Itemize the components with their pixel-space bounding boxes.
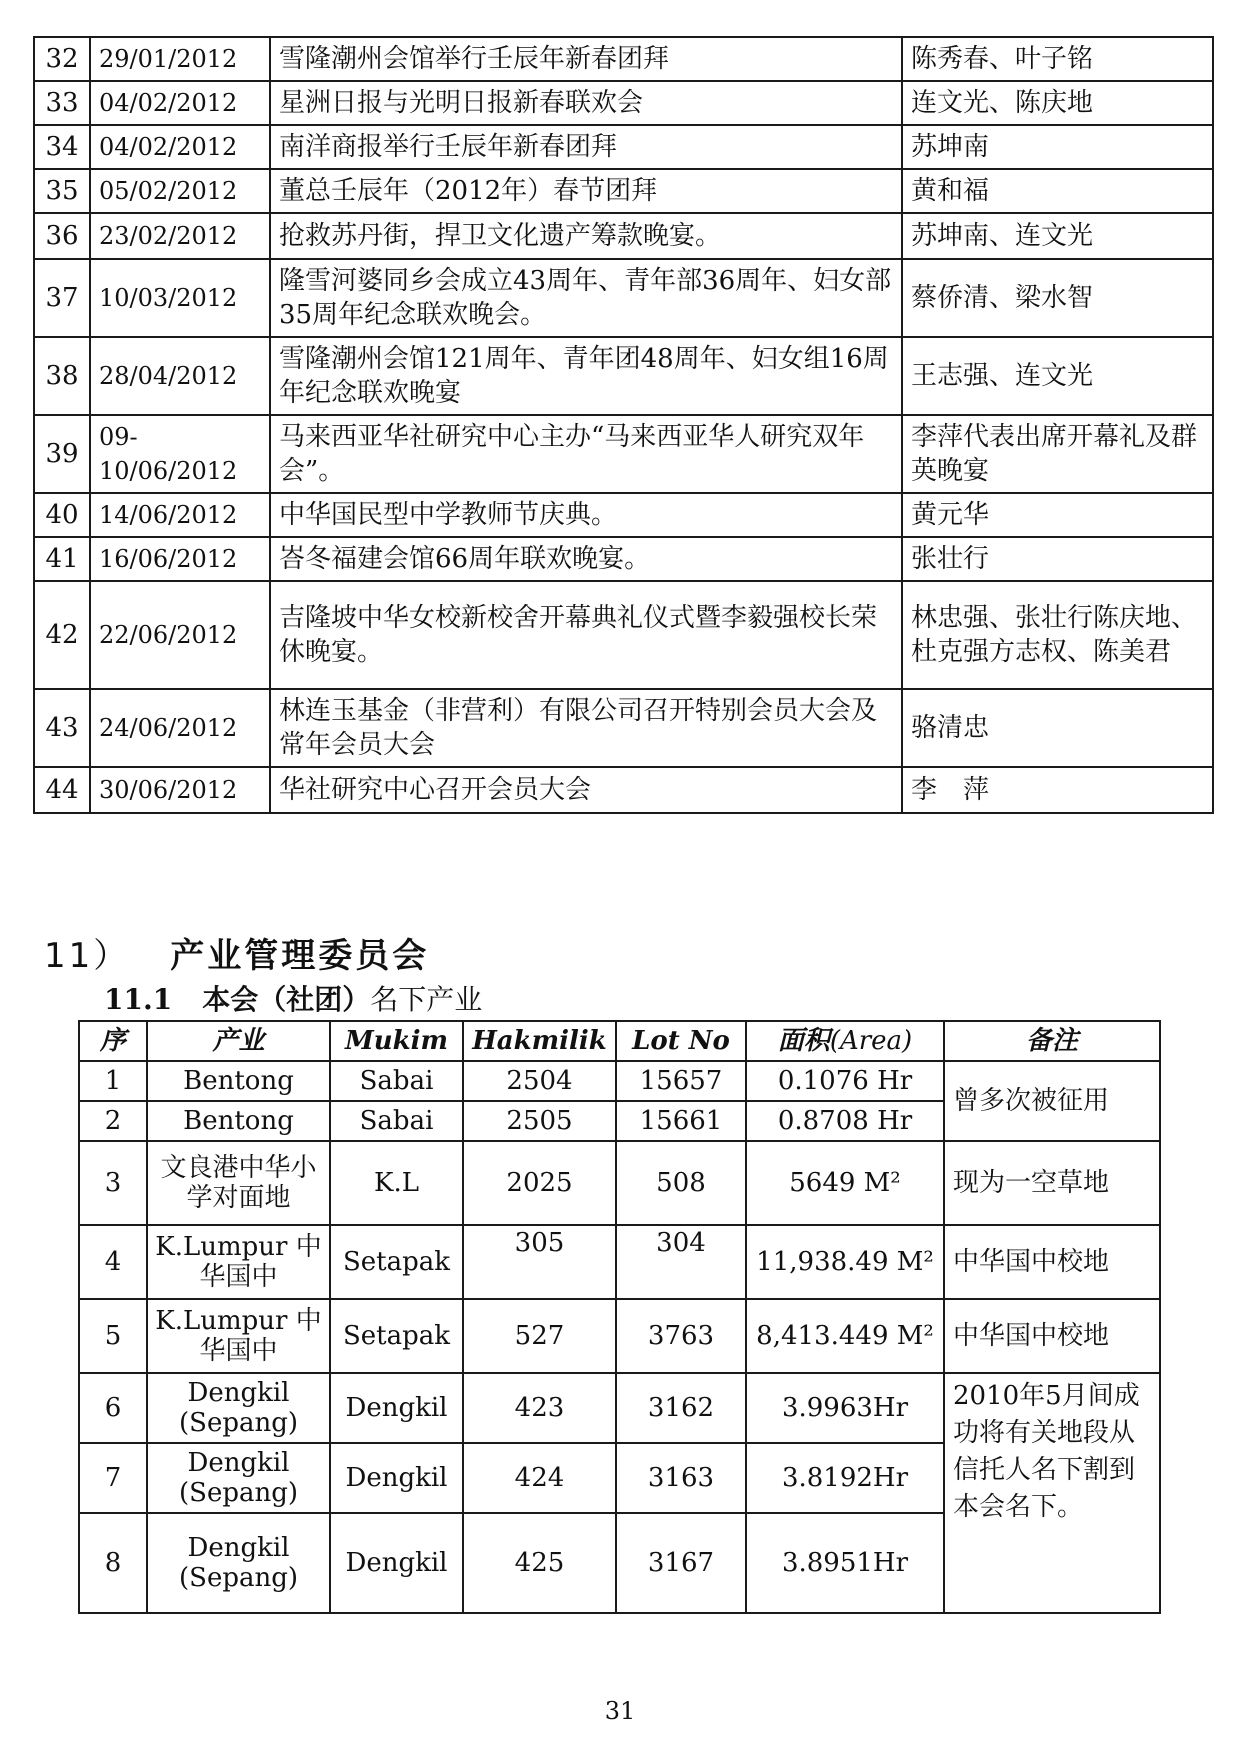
area: 3.9963Hr bbox=[746, 1373, 944, 1443]
event-description: 雪隆潮州会馆举行壬辰年新春团拜 bbox=[270, 37, 902, 81]
row-number: 3 bbox=[79, 1141, 147, 1225]
attendees: 苏坤南、连文光 bbox=[902, 213, 1213, 259]
mukim: Setapak bbox=[330, 1299, 463, 1373]
table-row bbox=[34, 337, 1213, 415]
event-description: 雪隆潮州会馆121周年、青年团48周年、妇女组16周年纪念联欢晚宴 bbox=[270, 337, 902, 415]
row-number: 38 bbox=[34, 337, 90, 415]
mukim: Dengkil bbox=[330, 1513, 463, 1613]
row-number: 35 bbox=[34, 169, 90, 213]
row-number: 44 bbox=[34, 767, 90, 813]
section-number: 11） bbox=[44, 936, 131, 976]
lot-no: 3167 bbox=[616, 1513, 746, 1613]
property-name: K.Lumpur 中华国中 bbox=[147, 1225, 330, 1299]
header-remark: 备注 bbox=[944, 1021, 1160, 1061]
event-date: 14/06/2012 bbox=[90, 493, 270, 537]
table-row bbox=[79, 1061, 1160, 1101]
row-number: 4 bbox=[79, 1225, 147, 1299]
subsection-number: 11.1 bbox=[104, 983, 173, 1016]
attendees: 李 萍 bbox=[902, 767, 1213, 813]
attendees: 苏坤南 bbox=[902, 125, 1213, 169]
attendees: 蔡侨清、梁水智 bbox=[902, 259, 1213, 337]
header-mukim: Mukim bbox=[330, 1021, 463, 1061]
hakmilik: 2505 bbox=[463, 1101, 616, 1141]
row-number: 41 bbox=[34, 537, 90, 581]
subsection-title-normal: 名下产业 bbox=[370, 983, 483, 1016]
row-number: 8 bbox=[79, 1513, 147, 1613]
table-row bbox=[34, 169, 1213, 213]
event-description: 星洲日报与光明日报新春联欢会 bbox=[270, 81, 902, 125]
property-name: K.Lumpur 中华国中 bbox=[147, 1299, 330, 1373]
header-hakmilik: Hakmilik bbox=[463, 1021, 616, 1061]
row-number: 2 bbox=[79, 1101, 147, 1141]
table-row bbox=[34, 689, 1213, 767]
row-number: 36 bbox=[34, 213, 90, 259]
header-area-en: (Area) bbox=[829, 1026, 913, 1056]
row-number: 5 bbox=[79, 1299, 147, 1373]
table-header-row bbox=[79, 1021, 1160, 1061]
table-row bbox=[34, 213, 1213, 259]
row-number: 39 bbox=[34, 415, 90, 493]
lot-no: 3163 bbox=[616, 1443, 746, 1513]
section-heading bbox=[44, 928, 429, 977]
header-area bbox=[746, 1021, 944, 1061]
table-row bbox=[79, 1141, 1160, 1225]
row-number: 37 bbox=[34, 259, 90, 337]
row-number: 6 bbox=[79, 1373, 147, 1443]
event-date: 24/06/2012 bbox=[90, 689, 270, 767]
event-date: 16/06/2012 bbox=[90, 537, 270, 581]
area: 0.1076 Hr bbox=[746, 1061, 944, 1101]
event-description: 林连玉基金（非营利）有限公司召开特别会员大会及常年会员大会 bbox=[270, 689, 902, 767]
property-name: Dengkil (Sepang) bbox=[147, 1513, 330, 1613]
area: 3.8951Hr bbox=[746, 1513, 944, 1613]
hakmilik: 2025 bbox=[463, 1141, 616, 1225]
event-date: 04/02/2012 bbox=[90, 81, 270, 125]
subsection-title-bold: 本会（社团） bbox=[202, 983, 371, 1016]
row-number: 43 bbox=[34, 689, 90, 767]
lot-no: 3763 bbox=[616, 1299, 746, 1373]
table-row bbox=[34, 767, 1213, 813]
table-row bbox=[34, 125, 1213, 169]
attendees: 王志强、连文光 bbox=[902, 337, 1213, 415]
mukim: Sabai bbox=[330, 1061, 463, 1101]
event-date: 23/02/2012 bbox=[90, 213, 270, 259]
lot-no: 508 bbox=[616, 1141, 746, 1225]
subsection-heading bbox=[104, 978, 482, 1018]
table-row bbox=[34, 37, 1213, 81]
remark: 中华国中校地 bbox=[944, 1225, 1160, 1299]
event-date: 28/04/2012 bbox=[90, 337, 270, 415]
section-title: 产业管理委员会 bbox=[170, 936, 430, 976]
page-number: 31 bbox=[604, 1697, 636, 1725]
mukim: Sabai bbox=[330, 1101, 463, 1141]
row-number: 1 bbox=[79, 1061, 147, 1101]
lot-no: 3162 bbox=[616, 1373, 746, 1443]
area: 8,413.449 M² bbox=[746, 1299, 944, 1373]
hakmilik: 305 bbox=[463, 1225, 616, 1299]
table-row bbox=[79, 1373, 1160, 1443]
event-description: 华社研究中心召开会员大会 bbox=[270, 767, 902, 813]
event-date: 05/02/2012 bbox=[90, 169, 270, 213]
lot-no: 15657 bbox=[616, 1061, 746, 1101]
lot-no: 304 bbox=[616, 1225, 746, 1299]
area: 11,938.49 M² bbox=[746, 1225, 944, 1299]
event-description: 马来西亚华社研究中心主办“马来西亚华人研究双年会”。 bbox=[270, 415, 902, 493]
remark: 曾多次被征用 bbox=[944, 1061, 1160, 1141]
hakmilik: 425 bbox=[463, 1513, 616, 1613]
header-number: 序 bbox=[79, 1021, 147, 1061]
row-number: 34 bbox=[34, 125, 90, 169]
attendees: 骆清忠 bbox=[902, 689, 1213, 767]
table-row bbox=[34, 81, 1213, 125]
mukim: Setapak bbox=[330, 1225, 463, 1299]
event-date: 09-10/06/2012 bbox=[90, 415, 270, 493]
header-lot-no: Lot No bbox=[616, 1021, 746, 1061]
attendees: 林忠强、张壮行陈庆地、杜克强方志权、陈美君 bbox=[902, 581, 1213, 689]
header-property: 产业 bbox=[147, 1021, 330, 1061]
property-name: Dengkil (Sepang) bbox=[147, 1373, 330, 1443]
event-description: 峇冬福建会馆66周年联欢晚宴。 bbox=[270, 537, 902, 581]
event-date: 10/03/2012 bbox=[90, 259, 270, 337]
attendees: 陈秀春、叶子铭 bbox=[902, 37, 1213, 81]
row-number: 42 bbox=[34, 581, 90, 689]
property-name: Bentong bbox=[147, 1061, 330, 1101]
table-row bbox=[79, 1299, 1160, 1373]
event-date: 22/06/2012 bbox=[90, 581, 270, 689]
hakmilik: 2504 bbox=[463, 1061, 616, 1101]
event-description: 董总壬辰年（2012年）春节团拜 bbox=[270, 169, 902, 213]
mukim: Dengkil bbox=[330, 1373, 463, 1443]
property-name: Bentong bbox=[147, 1101, 330, 1141]
table-row bbox=[34, 259, 1213, 337]
attendees: 李萍代表出席开幕礼及群英晚宴 bbox=[902, 415, 1213, 493]
table-row bbox=[34, 493, 1213, 537]
table-row bbox=[34, 537, 1213, 581]
area: 5649 M² bbox=[746, 1141, 944, 1225]
property-table bbox=[78, 1020, 1161, 1614]
event-description: 抢救苏丹街，捍卫文化遗产筹款晚宴。 bbox=[270, 213, 902, 259]
event-date: 30/06/2012 bbox=[90, 767, 270, 813]
event-date: 04/02/2012 bbox=[90, 125, 270, 169]
remark: 现为一空草地 bbox=[944, 1141, 1160, 1225]
event-description: 中华国民型中学教师节庆典。 bbox=[270, 493, 902, 537]
hakmilik: 423 bbox=[463, 1373, 616, 1443]
header-area-zh: 面积 bbox=[777, 1026, 830, 1056]
event-description: 南洋商报举行壬辰年新春团拜 bbox=[270, 125, 902, 169]
attendees: 连文光、陈庆地 bbox=[902, 81, 1213, 125]
mukim: Dengkil bbox=[330, 1443, 463, 1513]
event-description: 吉隆坡中华女校新校舍开幕典礼仪式暨李毅强校长荣休晚宴。 bbox=[270, 581, 902, 689]
table-row bbox=[79, 1225, 1160, 1299]
attendees: 黄和福 bbox=[902, 169, 1213, 213]
property-name: 文良港中华小学对面地 bbox=[147, 1141, 330, 1225]
events-table bbox=[33, 36, 1214, 814]
lot-no: 15661 bbox=[616, 1101, 746, 1141]
row-number: 32 bbox=[34, 37, 90, 81]
property-name: Dengkil (Sepang) bbox=[147, 1443, 330, 1513]
row-number: 7 bbox=[79, 1443, 147, 1513]
table-row bbox=[34, 415, 1213, 493]
event-date: 29/01/2012 bbox=[90, 37, 270, 81]
mukim: K.L bbox=[330, 1141, 463, 1225]
row-number: 33 bbox=[34, 81, 90, 125]
hakmilik: 424 bbox=[463, 1443, 616, 1513]
remark: 中华国中校地 bbox=[944, 1299, 1160, 1373]
row-number: 40 bbox=[34, 493, 90, 537]
attendees: 黄元华 bbox=[902, 493, 1213, 537]
hakmilik: 527 bbox=[463, 1299, 616, 1373]
remark: 2010年5月间成功将有关地段从信托人名下割到本会名下。 bbox=[944, 1373, 1160, 1613]
event-description: 隆雪河婆同乡会成立43周年、青年部36周年、妇女部35周年纪念联欢晚会。 bbox=[270, 259, 902, 337]
area: 3.8192Hr bbox=[746, 1443, 944, 1513]
table-row bbox=[34, 581, 1213, 689]
attendees: 张壮行 bbox=[902, 537, 1213, 581]
area: 0.8708 Hr bbox=[746, 1101, 944, 1141]
